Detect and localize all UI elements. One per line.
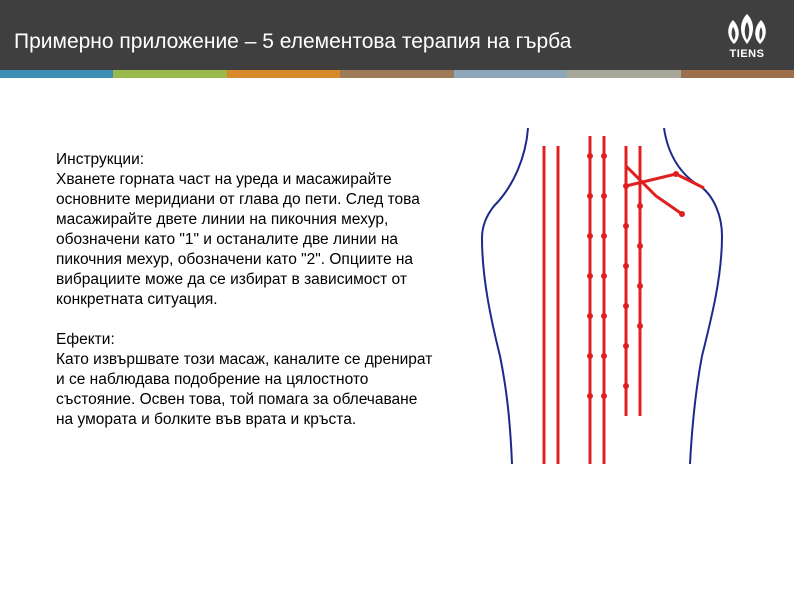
instructions-paragraph <box>56 150 436 310</box>
stripe-segment <box>227 70 340 78</box>
logo-text: TIENS <box>729 48 765 60</box>
content-text <box>56 150 436 430</box>
header-bar <box>0 0 794 70</box>
stripe-segment <box>454 70 567 78</box>
heading-colon: : <box>139 151 145 168</box>
effects-text: Като извършвате този масаж, каналите се дренират и се наблюдава подобрение на цялостното състояние. Освен това, той помага за облечаване на умората и болките във врата и кръста. <box>56 351 433 428</box>
stripe-segment <box>681 70 794 78</box>
effects-paragraph <box>56 330 436 430</box>
back-meridian-diagram <box>476 126 728 464</box>
instructions-text: Хванете горната част на уреда и масажирайте основните меридиани от глава до пети. След това масажирайте двете линии на пикочния мехур, обозначени като "1" и останалите две линии на пикочния мехур, обозначени като "2". Опциите на вибрациите може да се избират в зависимост от конкретната ситуация. <box>56 171 420 308</box>
stripe-segment <box>113 70 226 78</box>
color-stripe-bar <box>0 70 794 78</box>
tiens-logo <box>718 10 776 66</box>
back-meridian-illustration <box>476 126 728 464</box>
instructions-heading: Инструкции <box>56 151 140 168</box>
stripe-segment <box>340 70 453 78</box>
logo-leaves-icon <box>718 10 776 50</box>
effects-heading: Ефекти <box>56 331 111 348</box>
stripe-segment <box>567 70 680 78</box>
stripe-segment <box>0 70 113 78</box>
page-title: Примерно приложение – 5 елементова терапия на гърба <box>14 30 572 53</box>
heading-colon: : <box>110 331 115 348</box>
